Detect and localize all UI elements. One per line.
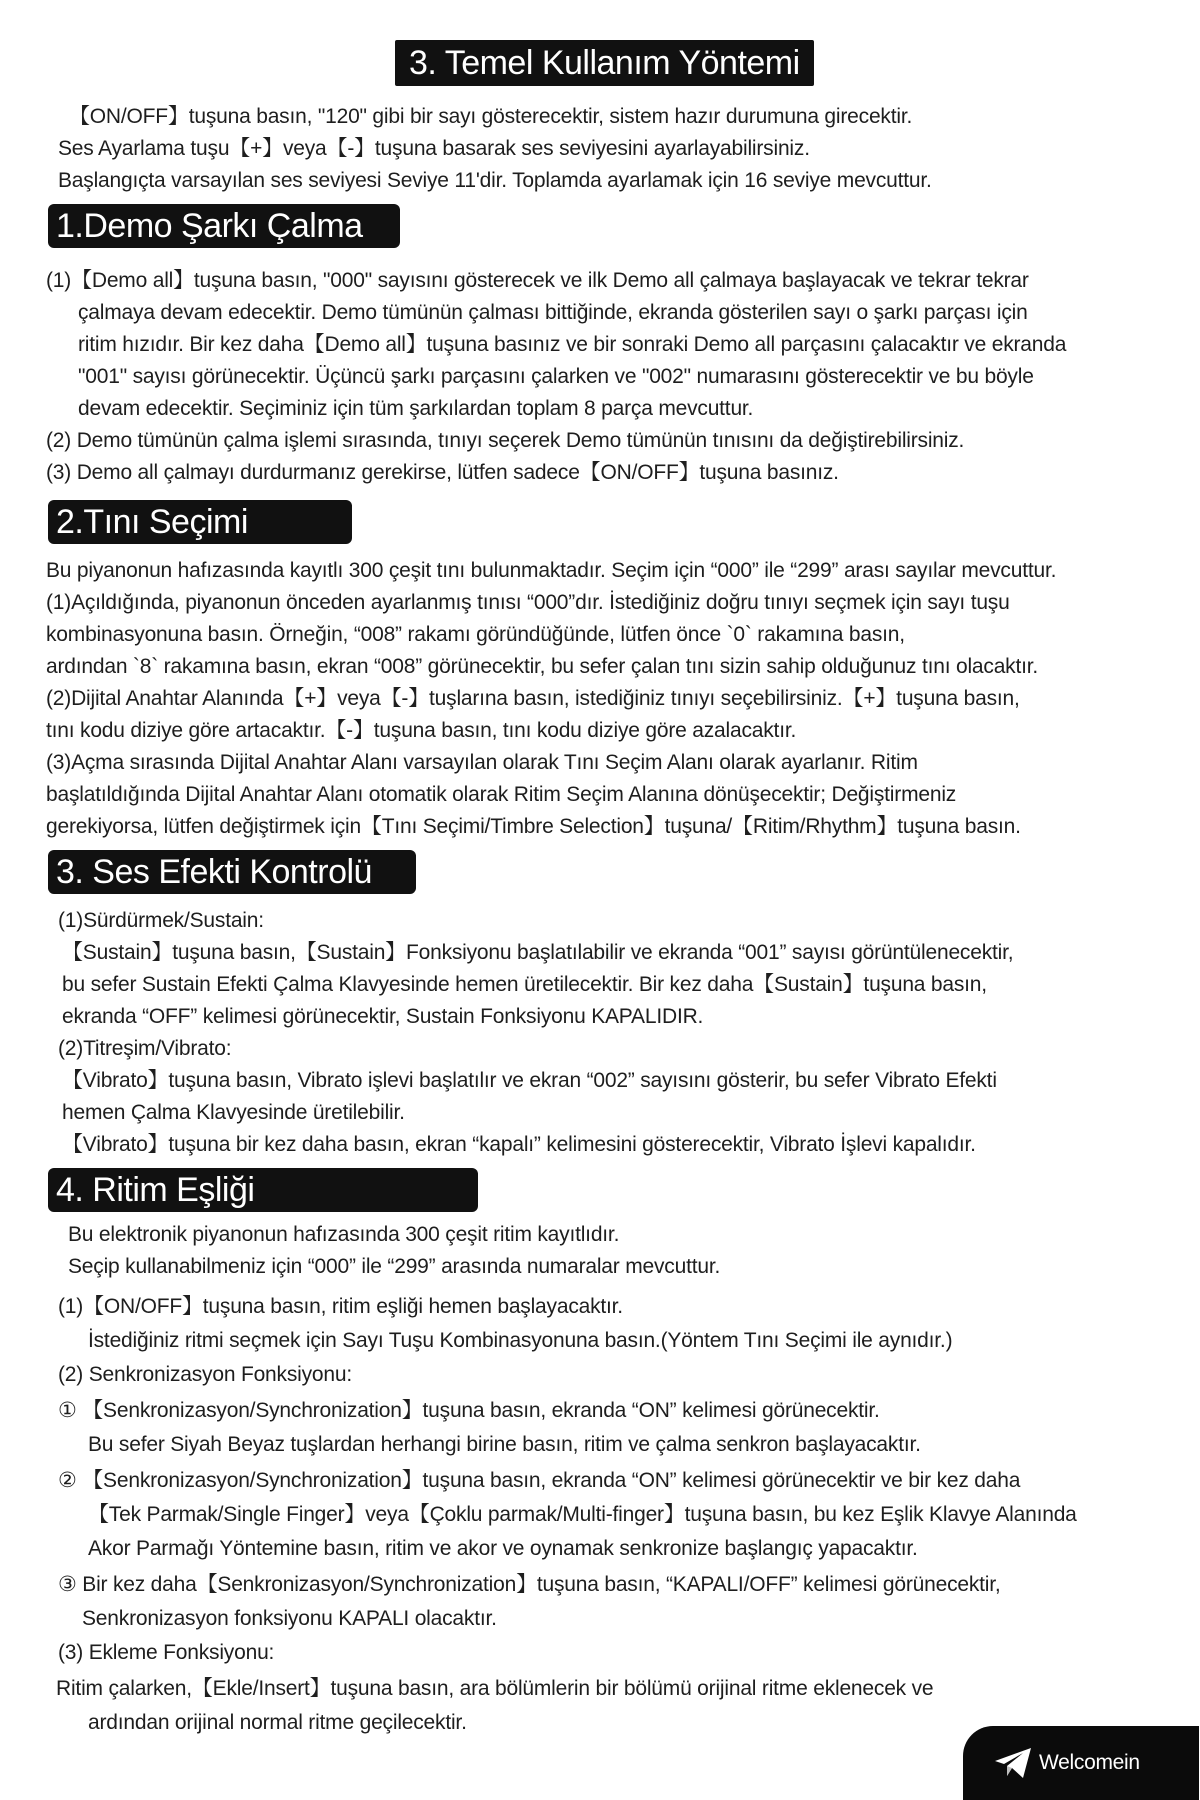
section-line: (3) Demo all çalmayı durdurmanız gerekirse, lütfen sadece【ON/OFF】tuşuna basınız. xyxy=(46,461,839,484)
welcomein-badge[interactable] xyxy=(963,1726,1199,1800)
section-line: kombinasyonuna basın. Örneğin, “008” rakamı göründüğünde, lütfen önce `0` rakamına basın, xyxy=(46,623,905,646)
section-line: (3)Açma sırasında Dijital Anahtar Alanı varsayılan olarak Tını Seçim Alanı olarak ayarlanır. Ritim xyxy=(46,751,918,774)
intro-line: Ses Ayarlama tuşu【+】veya【-】tuşuna basarak ses seviyesini ayarlayabilirsiniz. xyxy=(58,137,810,160)
section-line: ② 【Senkronizasyon/Synchronization】tuşuna basın, ekranda “ON” kelimesi görünecektir ve bir kez daha xyxy=(58,1469,1021,1492)
section-heading-sound-effect: 3. Ses Efekti Kontrolü xyxy=(48,850,416,894)
section-line: Bu elektronik piyanonun hafızasında 300 çeşit ritim kayıtlıdır. xyxy=(68,1223,620,1246)
section-line: (1)【ON/OFF】tuşuna basın, ritim eşliği hemen başlayacaktır. xyxy=(58,1295,623,1318)
section-line: tını kodu diziye göre artacaktır.【-】tuşuna basın, tını kodu diziye göre azalacaktır. xyxy=(46,719,797,742)
section-line: ③ Bir kez daha【Senkronizasyon/Synchronization】tuşuna basın, “KAPALI/OFF” kelimesi görünecektir, xyxy=(58,1573,1001,1596)
section-line: başlatıldığında Dijital Anahtar Alanı otomatik olarak Ritim Seçim Alanına dönüşecektir; Değiştirmeniz xyxy=(46,783,957,806)
badge-label: Welcomein xyxy=(1039,1751,1140,1774)
section-line: (2)Dijital Anahtar Alanında【+】veya【-】tuşlarına basın, istediğiniz tınıyı seçebilirsiniz.【+】tuşuna basın, xyxy=(46,687,1020,710)
section-line: Ritim çalarken,【Ekle/Insert】tuşuna basın, ara bölümlerin bir bölümü orijinal ritme eklenecek ve xyxy=(56,1677,934,1700)
section-heading-timbre: 2.Tını Seçimi xyxy=(48,500,352,544)
section-line: devam edecektir. Seçiminiz için tüm şarkılardan toplam 8 parça mevcuttur. xyxy=(78,397,754,420)
section-line: (1)【Demo all】tuşuna basın, "000" sayısını gösterecek ve ilk Demo all çalmaya başlayacak ve tekrar tekrar xyxy=(46,269,1029,292)
section-line: Akor Parmağı Yöntemine basın, ritim ve akor ve oynamak senkronize başlangıç yapacaktır. xyxy=(88,1537,918,1560)
section-line: ritim hızıdır. Bir kez daha【Demo all】tuşuna basınız ve bir sonraki Demo all parçasını çalacaktır ve ekranda xyxy=(78,333,1067,356)
section-line: (2)Titreşim/Vibrato: xyxy=(58,1037,232,1060)
section-line: ardından `8` rakamına basın, ekran “008” görünecektir, bu sefer çalan tını sizin sahip olduğunuz tını olacaktır. xyxy=(46,655,1039,678)
section-line: hemen Çalma Klavyesinde üretilebilir. xyxy=(62,1101,405,1124)
section-line: ardından orijinal normal ritme geçilecektir. xyxy=(88,1711,467,1734)
section-line: 【Vibrato】tuşuna bir kez daha basın, ekran “kapalı” kelimesini gösterecektir, Vibrato İşlevi kapalıdır. xyxy=(62,1133,976,1156)
section-line: ① 【Senkronizasyon/Synchronization】tuşuna basın, ekranda “ON” kelimesi görünecektir. xyxy=(58,1399,880,1422)
section-line: (1)Açıldığında, piyanonun önceden ayarlanmış tınısı “000”dır. İstediğiniz doğru tınıyı seçmek için sayı tuşu xyxy=(46,591,1010,614)
section-heading-rhythm: 4. Ritim Eşliği xyxy=(48,1168,478,1212)
section-line: "001" sayısı görünecektir. Üçüncü şarkı parçasını çalarken ve "002" numarasını gösterecektir ve bu böyle xyxy=(78,365,1034,388)
section-line: Seçip kullanabilmeniz için “000” ile “299” arasında numaralar mevcuttur. xyxy=(68,1255,721,1278)
section-line: Bu piyanonun hafızasında kayıtlı 300 çeşit tını bulunmaktadır. Seçim için “000” ile “299” arası sayılar mevcuttur. xyxy=(46,559,1057,582)
paper-plane-icon xyxy=(993,1746,1033,1780)
section-line: (1)Sürdürmek/Sustain: xyxy=(58,909,264,932)
section-line: ekranda “OFF” kelimesi görünecektir, Sustain Fonksiyonu KAPALIDIR. xyxy=(62,1005,704,1028)
section-line: 【Tek Parmak/Single Finger】veya【Çoklu parmak/Multi-finger】tuşuna basın, bu kez Eşlik Klavye Alanında xyxy=(88,1503,1077,1526)
section-line: İstediğiniz ritmi seçmek için Sayı Tuşu Kombinasyonuna basın.(Yöntem Tını Seçimi ile aynıdır.) xyxy=(88,1329,953,1352)
section-line: çalmaya devam edecektir. Demo tümünün çalması bittiğinde, ekranda gösterilen sayı o şarkı parçası için xyxy=(78,301,1028,324)
intro-line: 【ON/OFF】tuşuna basın, "120" gibi bir sayı gösterecektir, sistem hazır durumuna girecektir. xyxy=(69,105,913,128)
section-line: Bu sefer Siyah Beyaz tuşlardan herhangi birine basın, ritim ve çalma senkron başlayacaktır. xyxy=(88,1433,921,1456)
intro-line: Başlangıçta varsayılan ses seviyesi Seviye 11'dir. Toplamda ayarlamak için 16 seviye mevcuttur. xyxy=(58,169,932,192)
section-line: bu sefer Sustain Efekti Çalma Klavyesinde hemen üretilecektir. Bir kez daha【Sustain】tuşuna basın, xyxy=(62,973,987,996)
section-line: 【Vibrato】tuşuna basın, Vibrato işlevi başlatılır ve ekran “002” sayısını gösterir, bu sefer Vibrato Efekti xyxy=(62,1069,997,1092)
section-line: gerekiyorsa, lütfen değiştirmek için【Tını Seçimi/Timbre Selection】tuşuna/【Ritim/Rhythm】tuşuna basın. xyxy=(46,815,1021,838)
section-heading-demo: 1.Demo Şarkı Çalma xyxy=(48,204,400,248)
page-title: 3. Temel Kullanım Yöntemi xyxy=(395,40,814,86)
section-line: (2) Demo tümünün çalma işlemi sırasında, tınıyı seçerek Demo tümünün tınısını da değiştirebilirsiniz. xyxy=(46,429,965,452)
section-line: 【Sustain】tuşuna basın,【Sustain】Fonksiyonu başlatılabilir ve ekranda “001” sayısı görüntülenecektir, xyxy=(62,941,1014,964)
section-line: (3) Ekleme Fonksiyonu: xyxy=(58,1641,275,1664)
section-line: (2) Senkronizasyon Fonksiyonu: xyxy=(58,1363,352,1386)
section-line: Senkronizasyon fonksiyonu KAPALI olacaktır. xyxy=(82,1607,497,1630)
